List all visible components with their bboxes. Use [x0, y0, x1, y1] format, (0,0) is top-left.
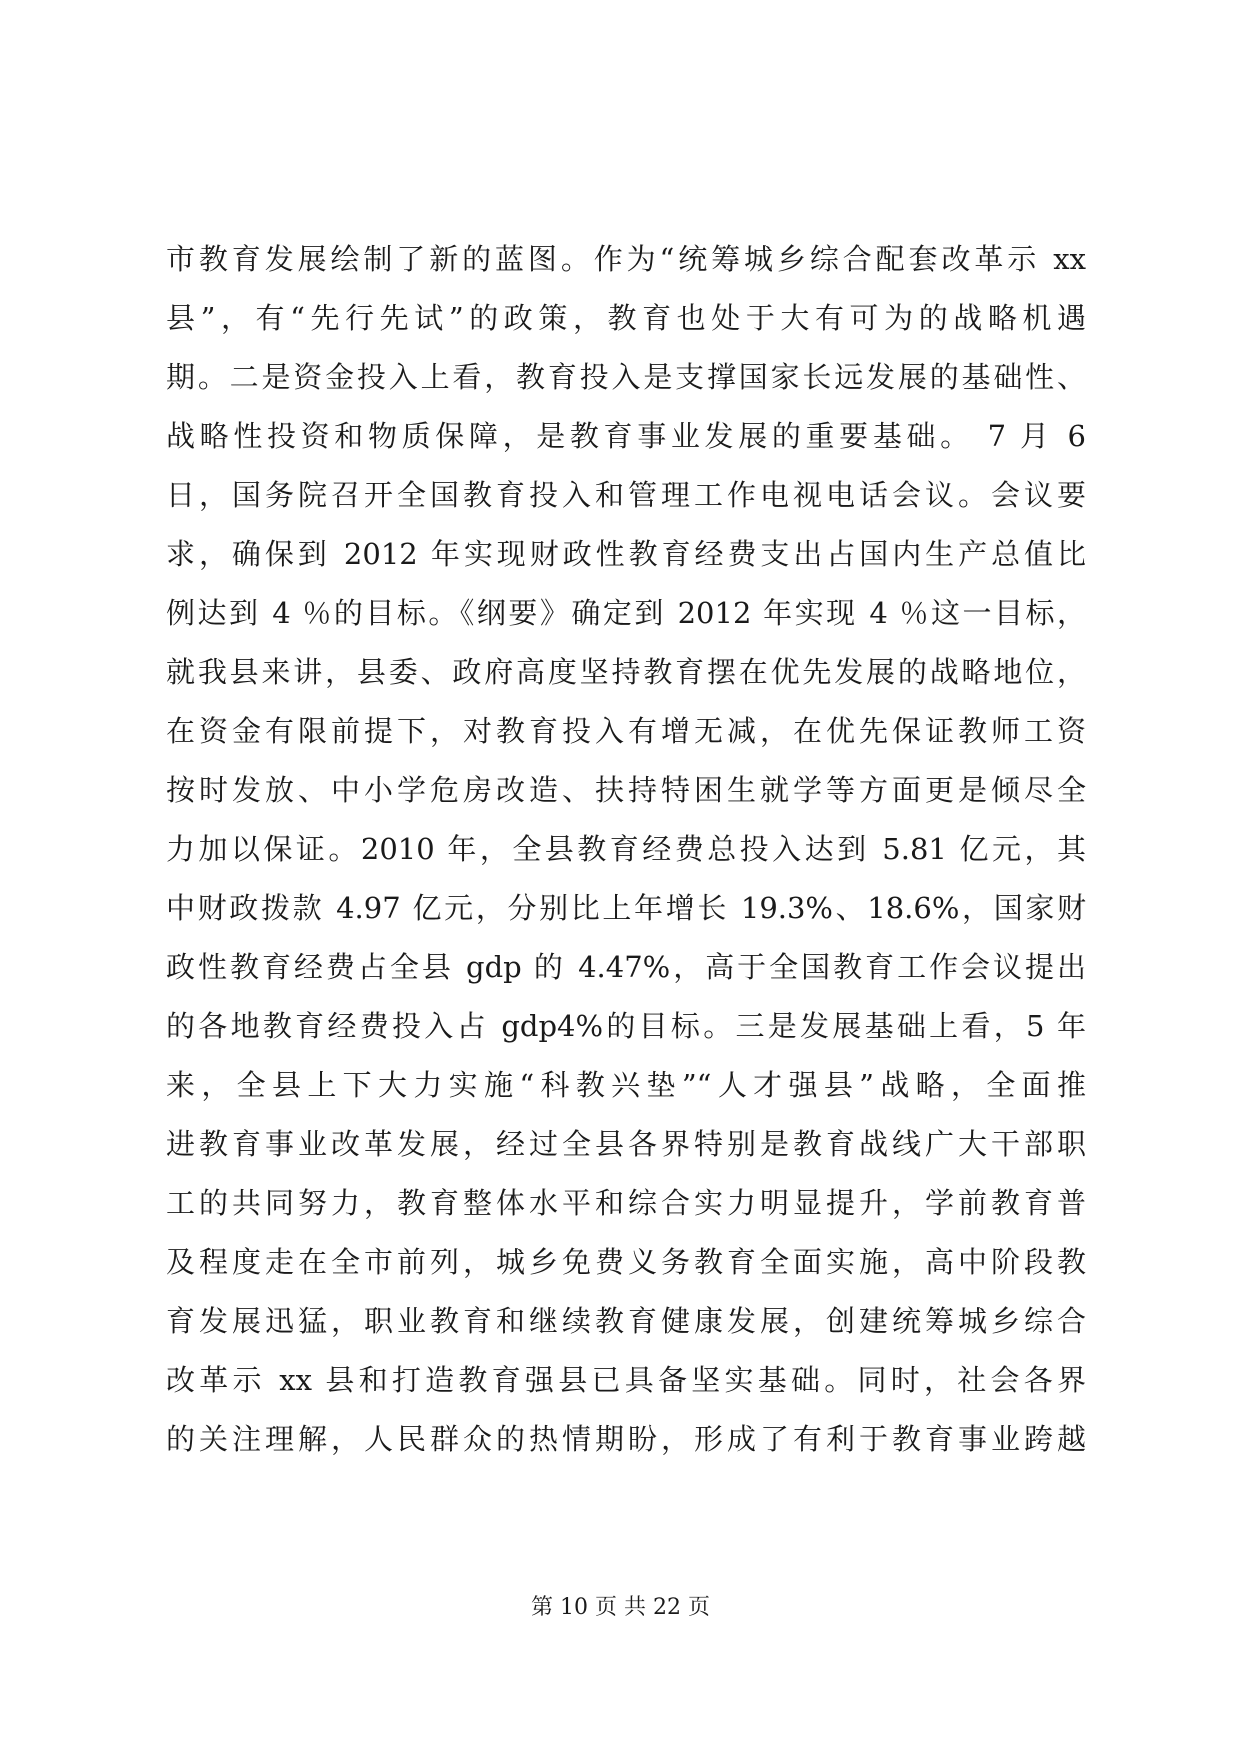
text-line: 工的共同努力，教育整体水平和综合实力明显提升，学前教育普 — [166, 1186, 1086, 1220]
text-line: 力加以保证。2010 年，全县教育经费总投入达到 5.81 亿元，其 — [166, 832, 1086, 866]
text-line: 市教育发展绘制了新的蓝图。作为“统筹城乡综合配套改革示 xx — [166, 242, 1086, 276]
text-line: 例达到 4 ％的目标。《纲要》确定到 2012 年实现 4 ％这一目标， — [166, 596, 1086, 630]
text-line: 在资金有限前提下，对教育投入有增无减，在优先保证教师工资 — [166, 714, 1086, 748]
text-line: 改革示 xx 县和打造教育强县已具备坚实基础。同时，社会各界 — [166, 1363, 1086, 1397]
text-line: 政性教育经费占全县 gdp 的 4.47%，高于全国教育工作会议提出 — [166, 950, 1086, 984]
text-line: 的关注理解，人民群众的热情期盼，形成了有利于教育事业跨越 — [166, 1422, 1086, 1456]
text-line: 育发展迅猛，职业教育和继续教育健康发展，创建统筹城乡综合 — [166, 1304, 1086, 1338]
text-line: 来，全县上下大力实施“科教兴垫”“人才强县”战略，全面推 — [166, 1068, 1086, 1102]
text-line: 求，确保到 2012 年实现财政性教育经费支出占国内生产总值比 — [166, 537, 1086, 571]
text-line: 县”，有“先行先试”的政策，教育也处于大有可为的战略机遇 — [166, 301, 1086, 335]
page-number-footer: 第 10 页 共 22 页 — [531, 1595, 710, 1620]
text-line: 中财政拨款 4.97 亿元，分别比上年增长 19.3%、18.6%，国家财 — [166, 891, 1086, 925]
body-text — [166, 230, 1086, 1469]
text-line: 按时发放、中小学危房改造、扶持特困生就学等方面更是倾尽全 — [166, 773, 1086, 807]
text-line: 战略性投资和物质保障，是教育事业发展的重要基础。 7 月 6 — [166, 419, 1086, 453]
text-line: 及程度走在全市前列，城乡免费义务教育全面实施，高中阶段教 — [166, 1245, 1086, 1279]
text-line: 进教育事业改革发展，经过全县各界特别是教育战线广大干部职 — [166, 1127, 1086, 1161]
text-line: 的各地教育经费投入占 gdp4%的目标。三是发展基础上看，5 年 — [166, 1009, 1086, 1043]
text-line: 就我县来讲，县委、政府高度坚持教育摆在优先发展的战略地位， — [166, 655, 1086, 689]
text-line: 期。二是资金投入上看，教育投入是支撑国家长远发展的基础性、 — [166, 360, 1086, 394]
text-line: 日，国务院召开全国教育投入和管理工作电视电话会议。会议要 — [166, 478, 1086, 512]
